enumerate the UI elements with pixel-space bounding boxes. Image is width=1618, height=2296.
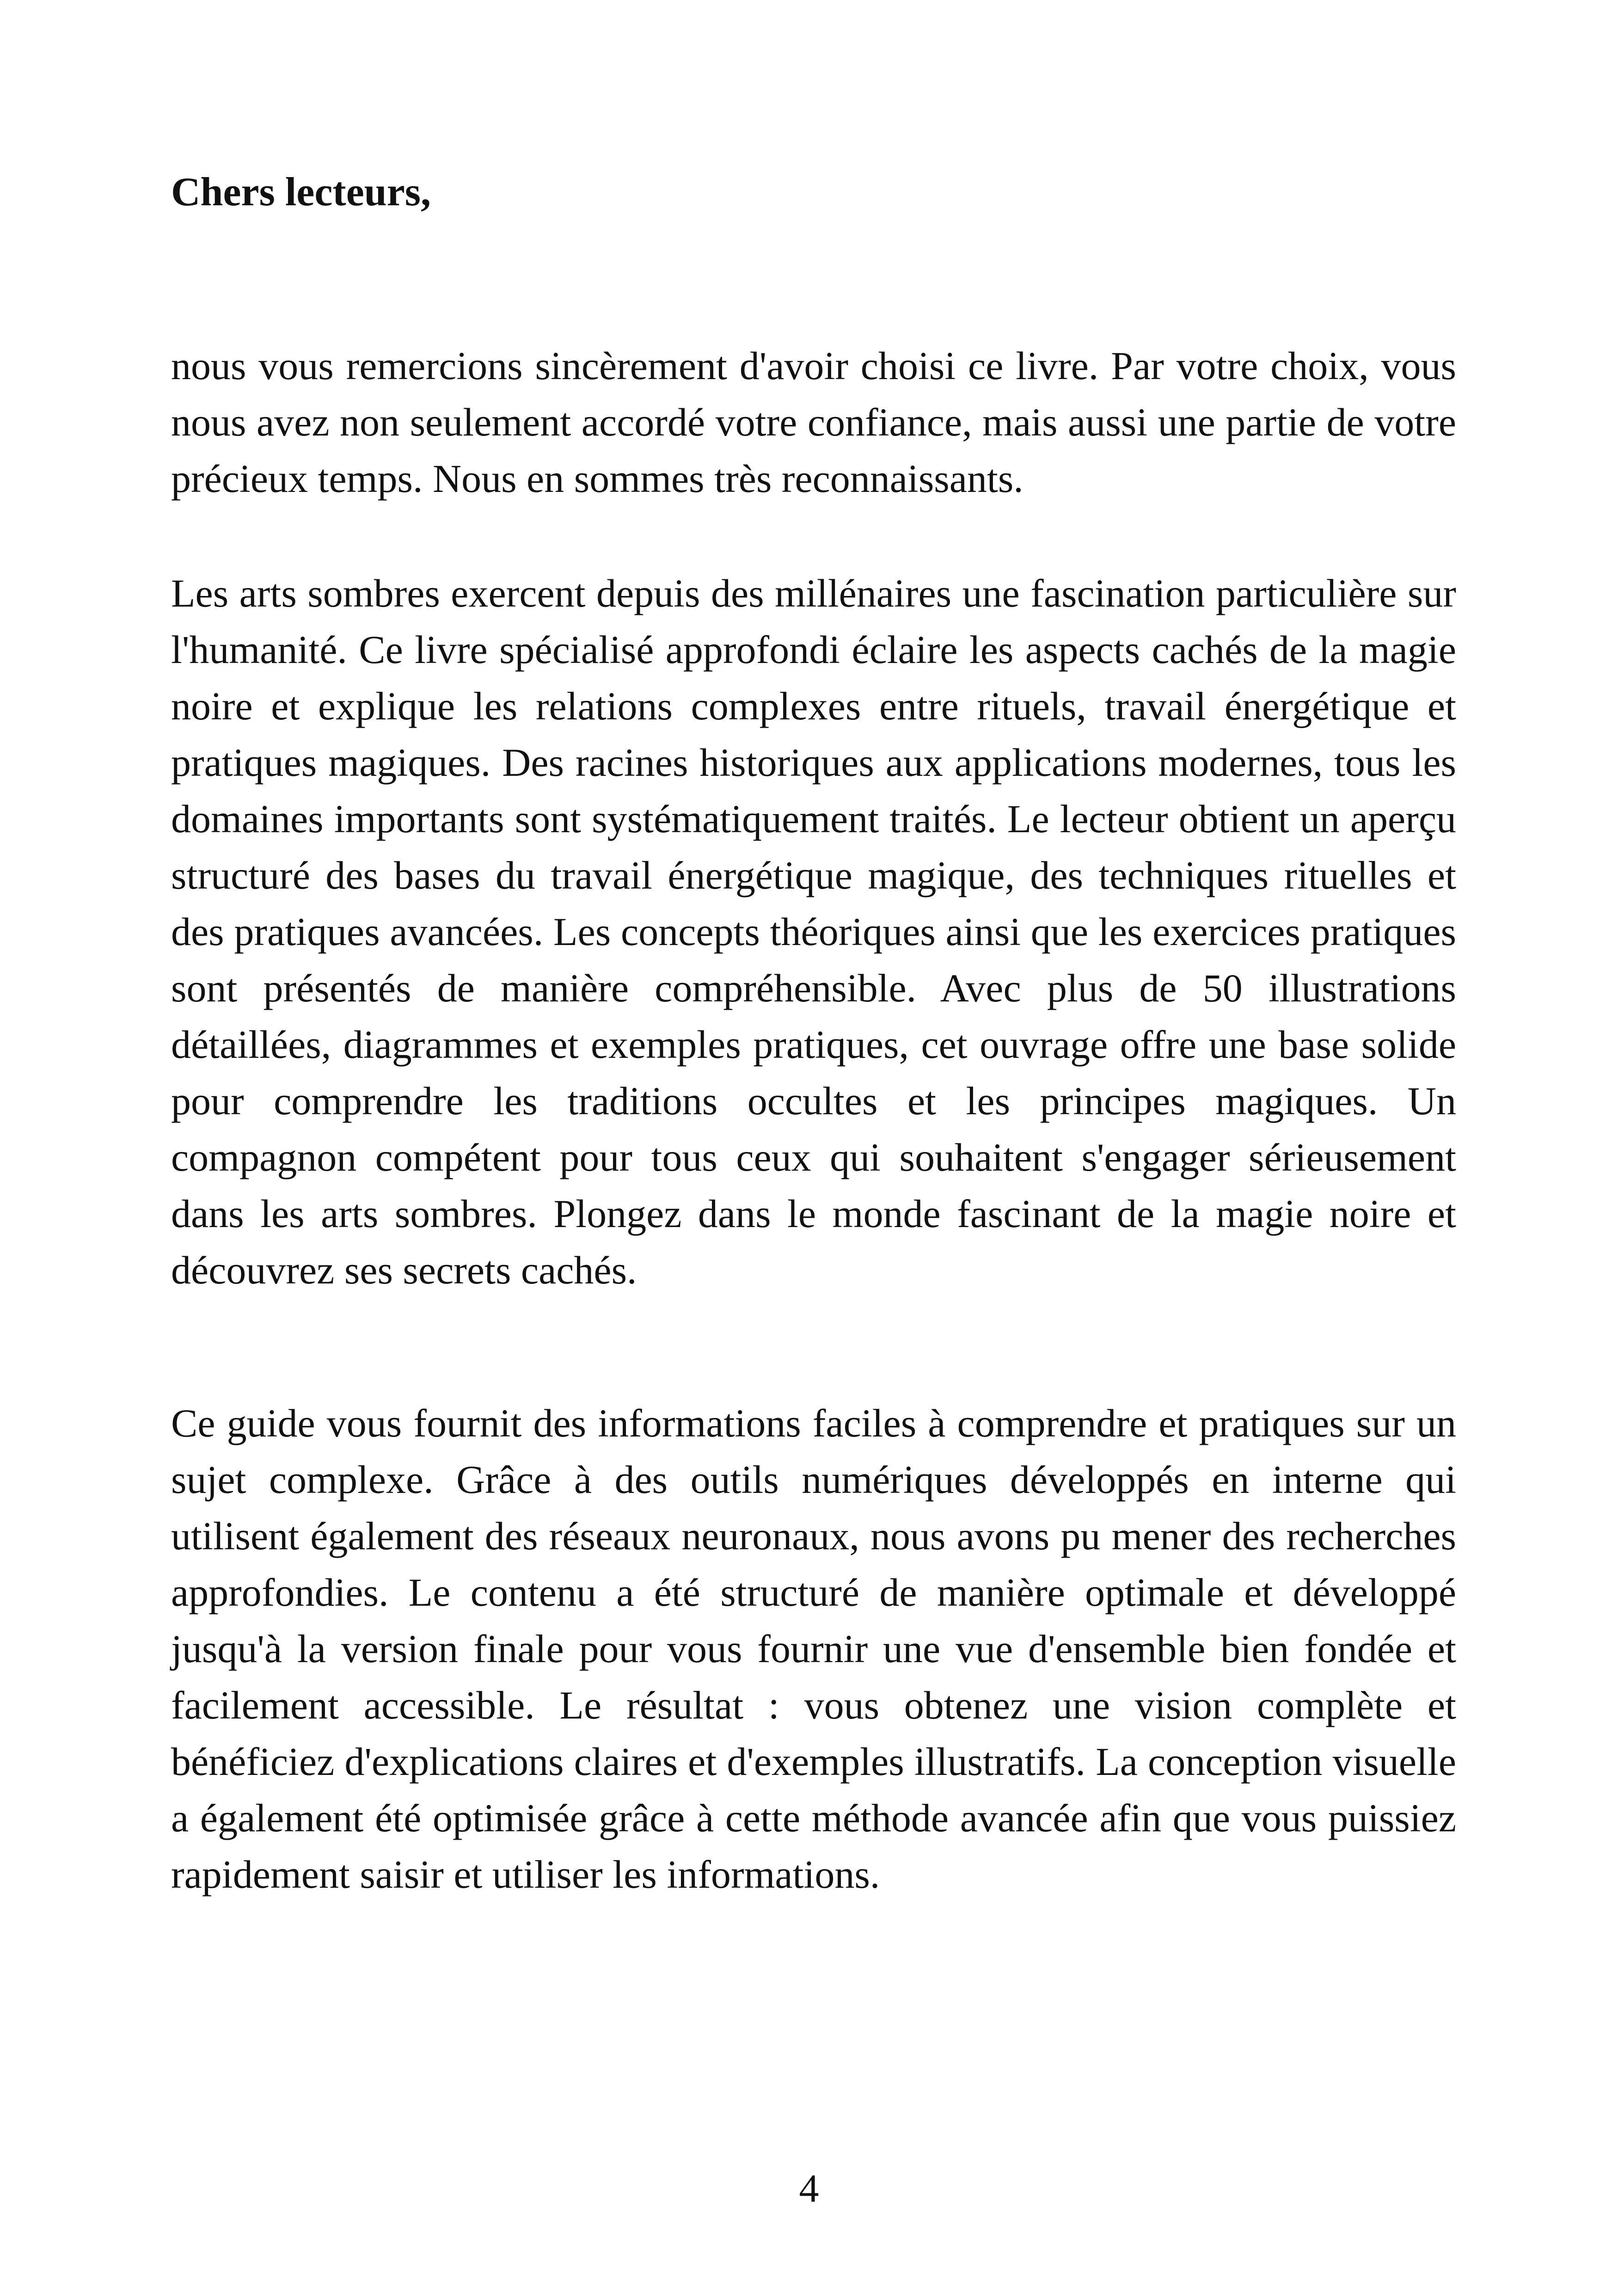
paragraph-guide-method: Ce guide vous fournit des informations faciles à comprendre et pratiques sur un sujet complexe. Grâce à des outils numériques développés en interne qui utilisent également des réseaux neuronaux, nous avons pu mener des recherches approfondies. Le contenu a été structuré de manière optimale et développé jusqu'à la version finale pour vous fournir une vue d'ensemble bien fondée et facilement accessible. Le résultat : vous obtenez une vision complète et bénéficiez d'explications claires et d'exemples illustratifs. La conception visuelle a également été optimisée grâce à cette méthode avancée afin que vous puissiez rapidement saisir et utiliser les informations.	[171, 1401, 1456, 1897]
paragraph-thanks: nous vous remercions sincèrement d'avoir choisi ce livre. Par votre choix, vous nous avez non seulement accordé votre confiance, mais aussi une partie de votre précieux temps. Nous en sommes très reconnaissants.	[171, 344, 1456, 501]
page-number: 4	[799, 2166, 819, 2210]
salutation-heading: Chers lecteurs,	[171, 170, 431, 215]
paragraph-book-description: Les arts sombres exercent depuis des millénaires une fascination particulière sur l'humanité. Ce livre spécialisé approfondi éclaire les aspects cachés de la magie noire et explique les relations complexes entre rituels, travail énergétique et pratiques magiques. Des racines historiques aux applications modernes, tous les domaines importants sont systématiquement traités. Le lecteur obtient un aperçu structuré des bases du travail énergétique magique, des techniques rituelles et des pratiques avancées. Les concepts théoriques ainsi que les exercices pratiques sont présentés de manière compréhensible. Avec plus de 50 illustrations détaillées, diagrammes et exemples pratiques, cet ouvrage offre une base solide pour comprendre les traditions occultes et les principes magiques. Un compagnon compétent pour tous ceux qui souhaitent s'engager sérieusement dans les arts sombres. Plongez dans le monde fascinant de la magie noire et découvrez ses secrets cachés.	[171, 571, 1456, 1292]
